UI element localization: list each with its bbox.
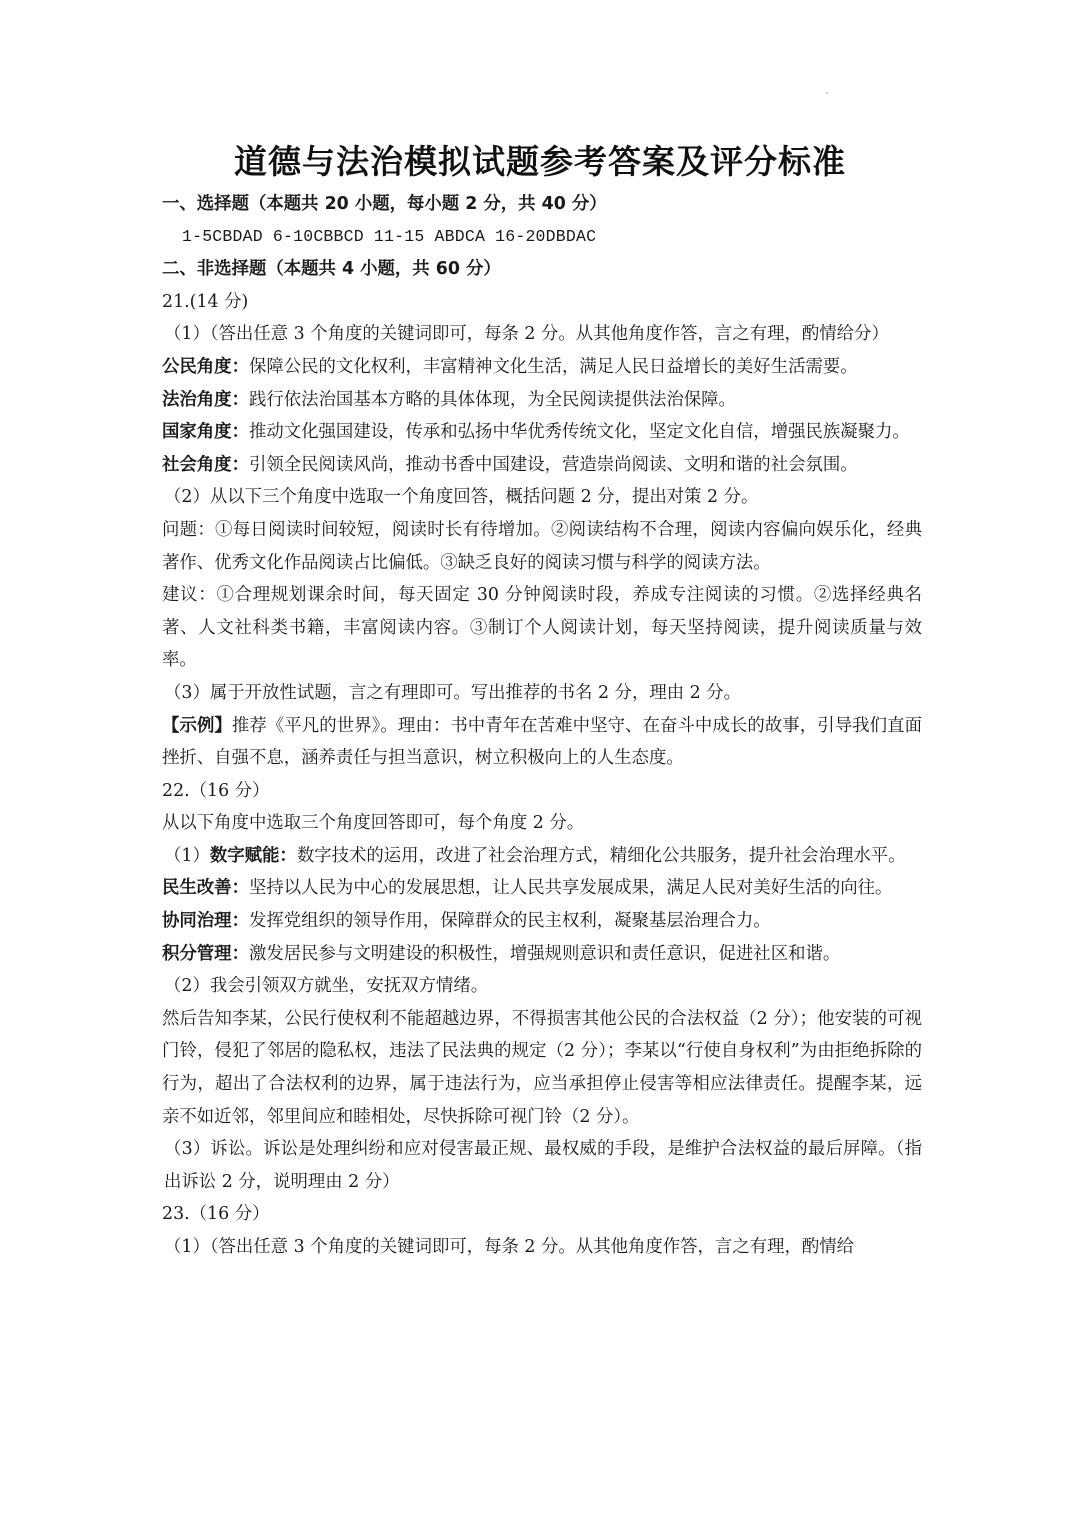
choice-answers: 1-5CBDAD 6-10CBBCD 11-15 ABDCA 16-20DBDAC (182, 226, 597, 246)
society-text: 引领全民阅读风尚，推动书香中国建设，营造崇尚阅读、文明和谐的社会氛围。 (248, 454, 858, 475)
example-text: 推荐《平凡的世界》。理由：书中青年在苦难中坚守、在奋斗中成长的故事，引导我们直面挫折、自强不息，涵养责任与担当意识，树立积极向上的人生态度。 (162, 715, 922, 769)
q21-part2-instruction: （2）从以下三个角度中选取一个角度回答，概括问题 2 分，提出对策 2 分。 (164, 487, 759, 508)
digital-label: 数字赋能： (209, 845, 297, 866)
livelihood-text: 坚持以人民为中心的发展思想，让人民共享发展成果，满足人民对美好生活的向往。 (248, 878, 893, 899)
q21-problems: 问题：①每日阅读时间较短，阅读时长有待增加。②阅读结构不合理，阅读内容偏向娱乐化，经典著作、优秀文化作品阅读占比偏低。③缺乏良好的阅读习惯与科学的阅读方法。 (162, 519, 922, 573)
nation-text: 推动文化强国建设，传承和弘扬中华优秀传统文化，坚定文化自信，增强民族凝聚力。 (248, 422, 910, 443)
citizen-label: 公民角度： (162, 356, 249, 377)
q23-header: 23.（16 分） (162, 1204, 270, 1225)
q21-citizen-perspective (162, 351, 922, 384)
points-text: 激发居民参与文明建设的积极性，增强规则意识和责任意识，促进社区和谐。 (248, 943, 841, 964)
nation-label: 国家角度： (162, 422, 249, 443)
scan-speck (826, 92, 828, 94)
q22-header: 22.（16 分） (162, 780, 270, 801)
example-label: 【示例】 (162, 715, 232, 736)
q21-suggestions: 建议：①合理规划课余时间，每天固定 30 分钟阅读时段，养成专注阅读的习惯。②选择经典名著、人文社科类书籍，丰富阅读内容。③制订个人阅读计划，每天坚持阅读，提升阅读质量与效率。 (162, 585, 922, 671)
q21-part1-instruction: （1）（答出任意 3 个角度的关键词即可，每条 2 分。从其他角度作答，言之有理，酌情给分） (164, 324, 889, 345)
law-label: 法治角度： (162, 389, 249, 410)
q22-cogovernance (162, 905, 922, 938)
law-text: 践行依法治国基本方略的具体体现，为全民阅读提供法治保障。 (248, 389, 736, 410)
section-1-heading: 一、选择题（本题共 20 小题，每小题 2 分，共 40 分） (162, 194, 607, 214)
q22-part2-instruction: （2）我会引领双方就坐，安抚双方情绪。 (164, 976, 489, 997)
q22-part2-body: 然后告知李某，公民行使权利不能超越边界，不得损害其他公民的合法权益（2 分）；他安装的可视门铃，侵犯了邻居的隐私权，违法了民法典的规定（2 分）；李某以“行使自身权利”为由拒绝拆除的行为，超出了合法权利的边界，属于违法行为，应当承担停止侵害等相应法律责任。提醒李某，远亲不如近邻，邻里间应和睦相处，尽快拆除可视门铃（2 分）。 (162, 1008, 922, 1127)
digital-text: 数字技术的运用，改进了社会治理方式，精细化公共服务，提升社会治理水平。 (296, 845, 906, 866)
q22-points-management (162, 938, 922, 971)
citizen-text: 保障公民的文化权利，丰富精神文化生活，满足人民日益增长的美好生活需要。 (248, 356, 858, 377)
q21-example (162, 710, 922, 775)
page-title: 道德与法治模拟试题参考答案及评分标准 (234, 142, 846, 181)
q22-digital-empowerment (162, 840, 922, 873)
q23-part1-instruction: （1）（答出任意 3 个角度的关键词即可，每条 2 分。从其他角度作答，言之有理，酌情给 (164, 1237, 855, 1257)
society-label: 社会角度： (162, 454, 249, 475)
points-label: 积分管理： (162, 943, 249, 964)
q21-part3-instruction: （3）属于开放性试题，言之有理即可。写出推荐的书名 2 分，理由 2 分。 (164, 682, 742, 703)
q22-part1-prefix: （1） (164, 845, 210, 866)
q21-nation-perspective (162, 416, 922, 449)
section-2-heading: 二、非选择题（本题共 4 小题，共 60 分） (162, 259, 501, 280)
q22-livelihood (162, 872, 922, 905)
q21-society-perspective (162, 449, 922, 482)
cogov-text: 发挥党组织的领导作用，保障群众的民主权利，凝聚基层治理合力。 (248, 911, 771, 932)
document-body (162, 188, 922, 1264)
q21-law-perspective (162, 384, 922, 417)
livelihood-label: 民生改善： (162, 878, 249, 899)
q22-part3: （3）诉讼。诉讼是处理纠纷和应对侵害最正规、最权威的手段，是维护合法权益的最后屏障。（指出诉讼 2 分，说明理由 2 分） (164, 1139, 922, 1192)
q21-header: 21.(14 分) (162, 291, 249, 312)
q22-intro: 从以下角度中选取三个角度回答即可，每个角度 2 分。 (162, 813, 585, 834)
cogov-label: 协同治理： (162, 911, 249, 932)
